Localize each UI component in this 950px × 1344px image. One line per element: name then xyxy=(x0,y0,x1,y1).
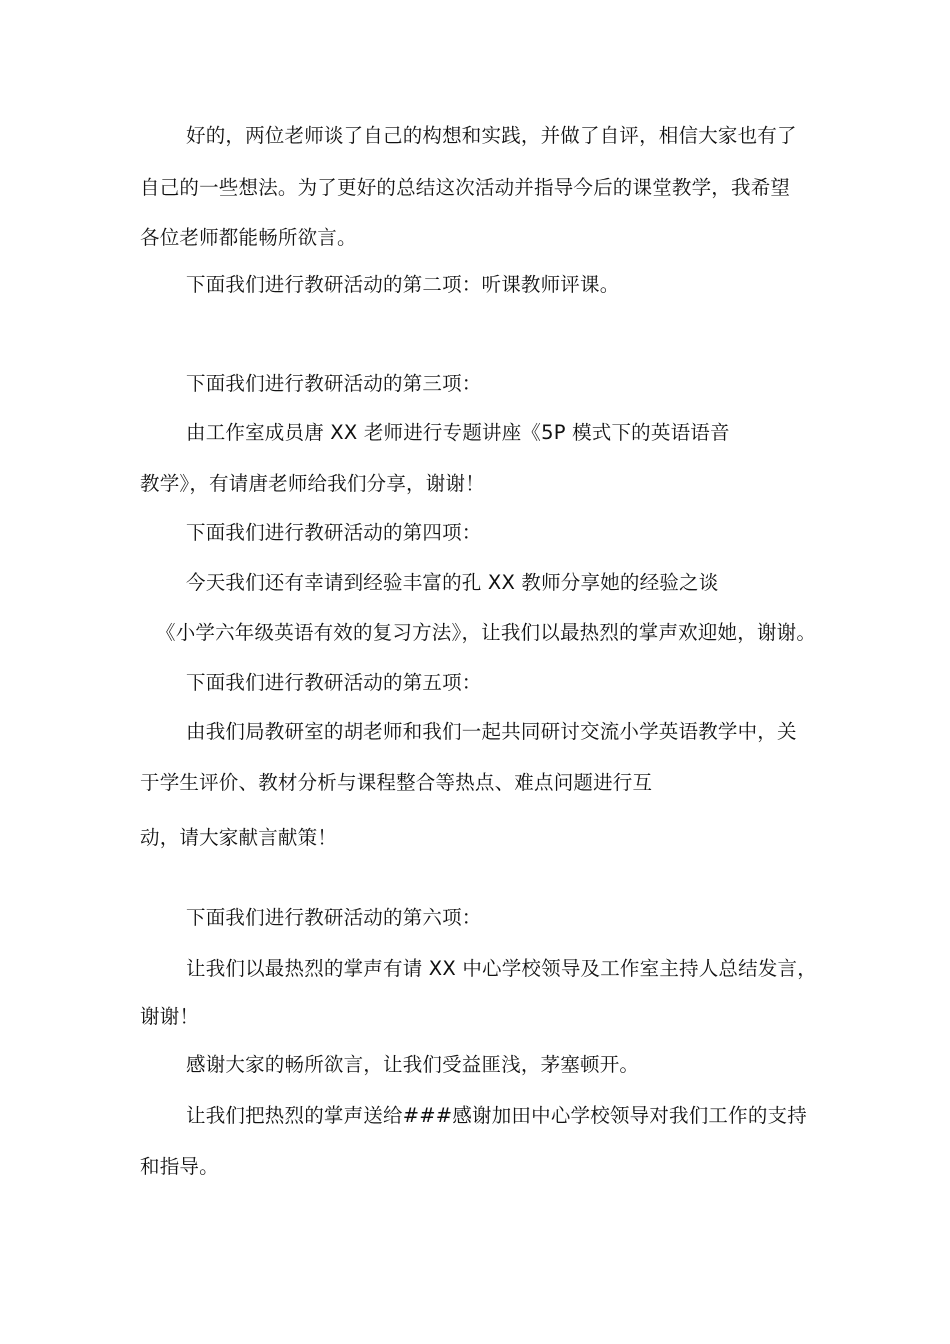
closing-line-2: 让我们把热烈的掌声送给###感谢加田中心学校领导对我们工作的支持 xyxy=(186,1104,807,1127)
agenda-item-2: 下面我们进行教研活动的第二项：听课教师评课。 xyxy=(186,273,620,296)
agenda-item-3-line-1: 由工作室成员唐 XX 老师进行专题讲座《5P 模式下的英语语音 xyxy=(186,421,730,444)
agenda-item-5-line-2: 于学生评价、教材分析与课程整合等热点、难点问题进行互 xyxy=(140,771,653,794)
agenda-item-6-heading: 下面我们进行教研活动的第六项： xyxy=(186,906,482,929)
closing-line-3: 和指导。 xyxy=(140,1155,219,1178)
agenda-item-6-line-1: 让我们以最热烈的掌声有请 XX 中心学校领导及工作室主持人总结发言， xyxy=(186,957,817,980)
closing-line-1: 感谢大家的畅所欲言，让我们受益匪浅，茅塞顿开。 xyxy=(186,1053,640,1076)
agenda-item-4-line-2: 《小学六年级英语有效的复习方法》，让我们以最热烈的掌声欢迎她，谢谢。 xyxy=(156,621,817,644)
agenda-item-4-line-1: 今天我们还有幸请到经验丰富的孔 XX 教师分享她的经验之谈 xyxy=(186,571,719,594)
agenda-item-5-heading: 下面我们进行教研活动的第五项： xyxy=(186,671,482,694)
paragraph-line-3: 各位老师都能畅所欲言。 xyxy=(140,226,357,249)
paragraph-line-2: 自己的一些想法。为了更好的总结这次活动并指导今后的课堂教学，我希望 xyxy=(140,176,791,199)
paragraph-line-1: 好的，两位老师谈了自己的构想和实践，并做了自评，相信大家也有了 xyxy=(186,124,797,147)
agenda-item-3-heading: 下面我们进行教研活动的第三项： xyxy=(186,372,482,395)
agenda-item-3-line-2: 教学》，有请唐老师给我们分享，谢谢！ xyxy=(140,472,485,495)
agenda-item-5-line-3: 动，请大家献言献策！ xyxy=(140,826,338,849)
agenda-item-6-line-2: 谢谢！ xyxy=(140,1005,200,1028)
agenda-item-5-line-1: 由我们局教研室的胡老师和我们一起共同研讨交流小学英语教学中，关 xyxy=(186,720,797,743)
agenda-item-4-heading: 下面我们进行教研活动的第四项： xyxy=(186,521,482,544)
